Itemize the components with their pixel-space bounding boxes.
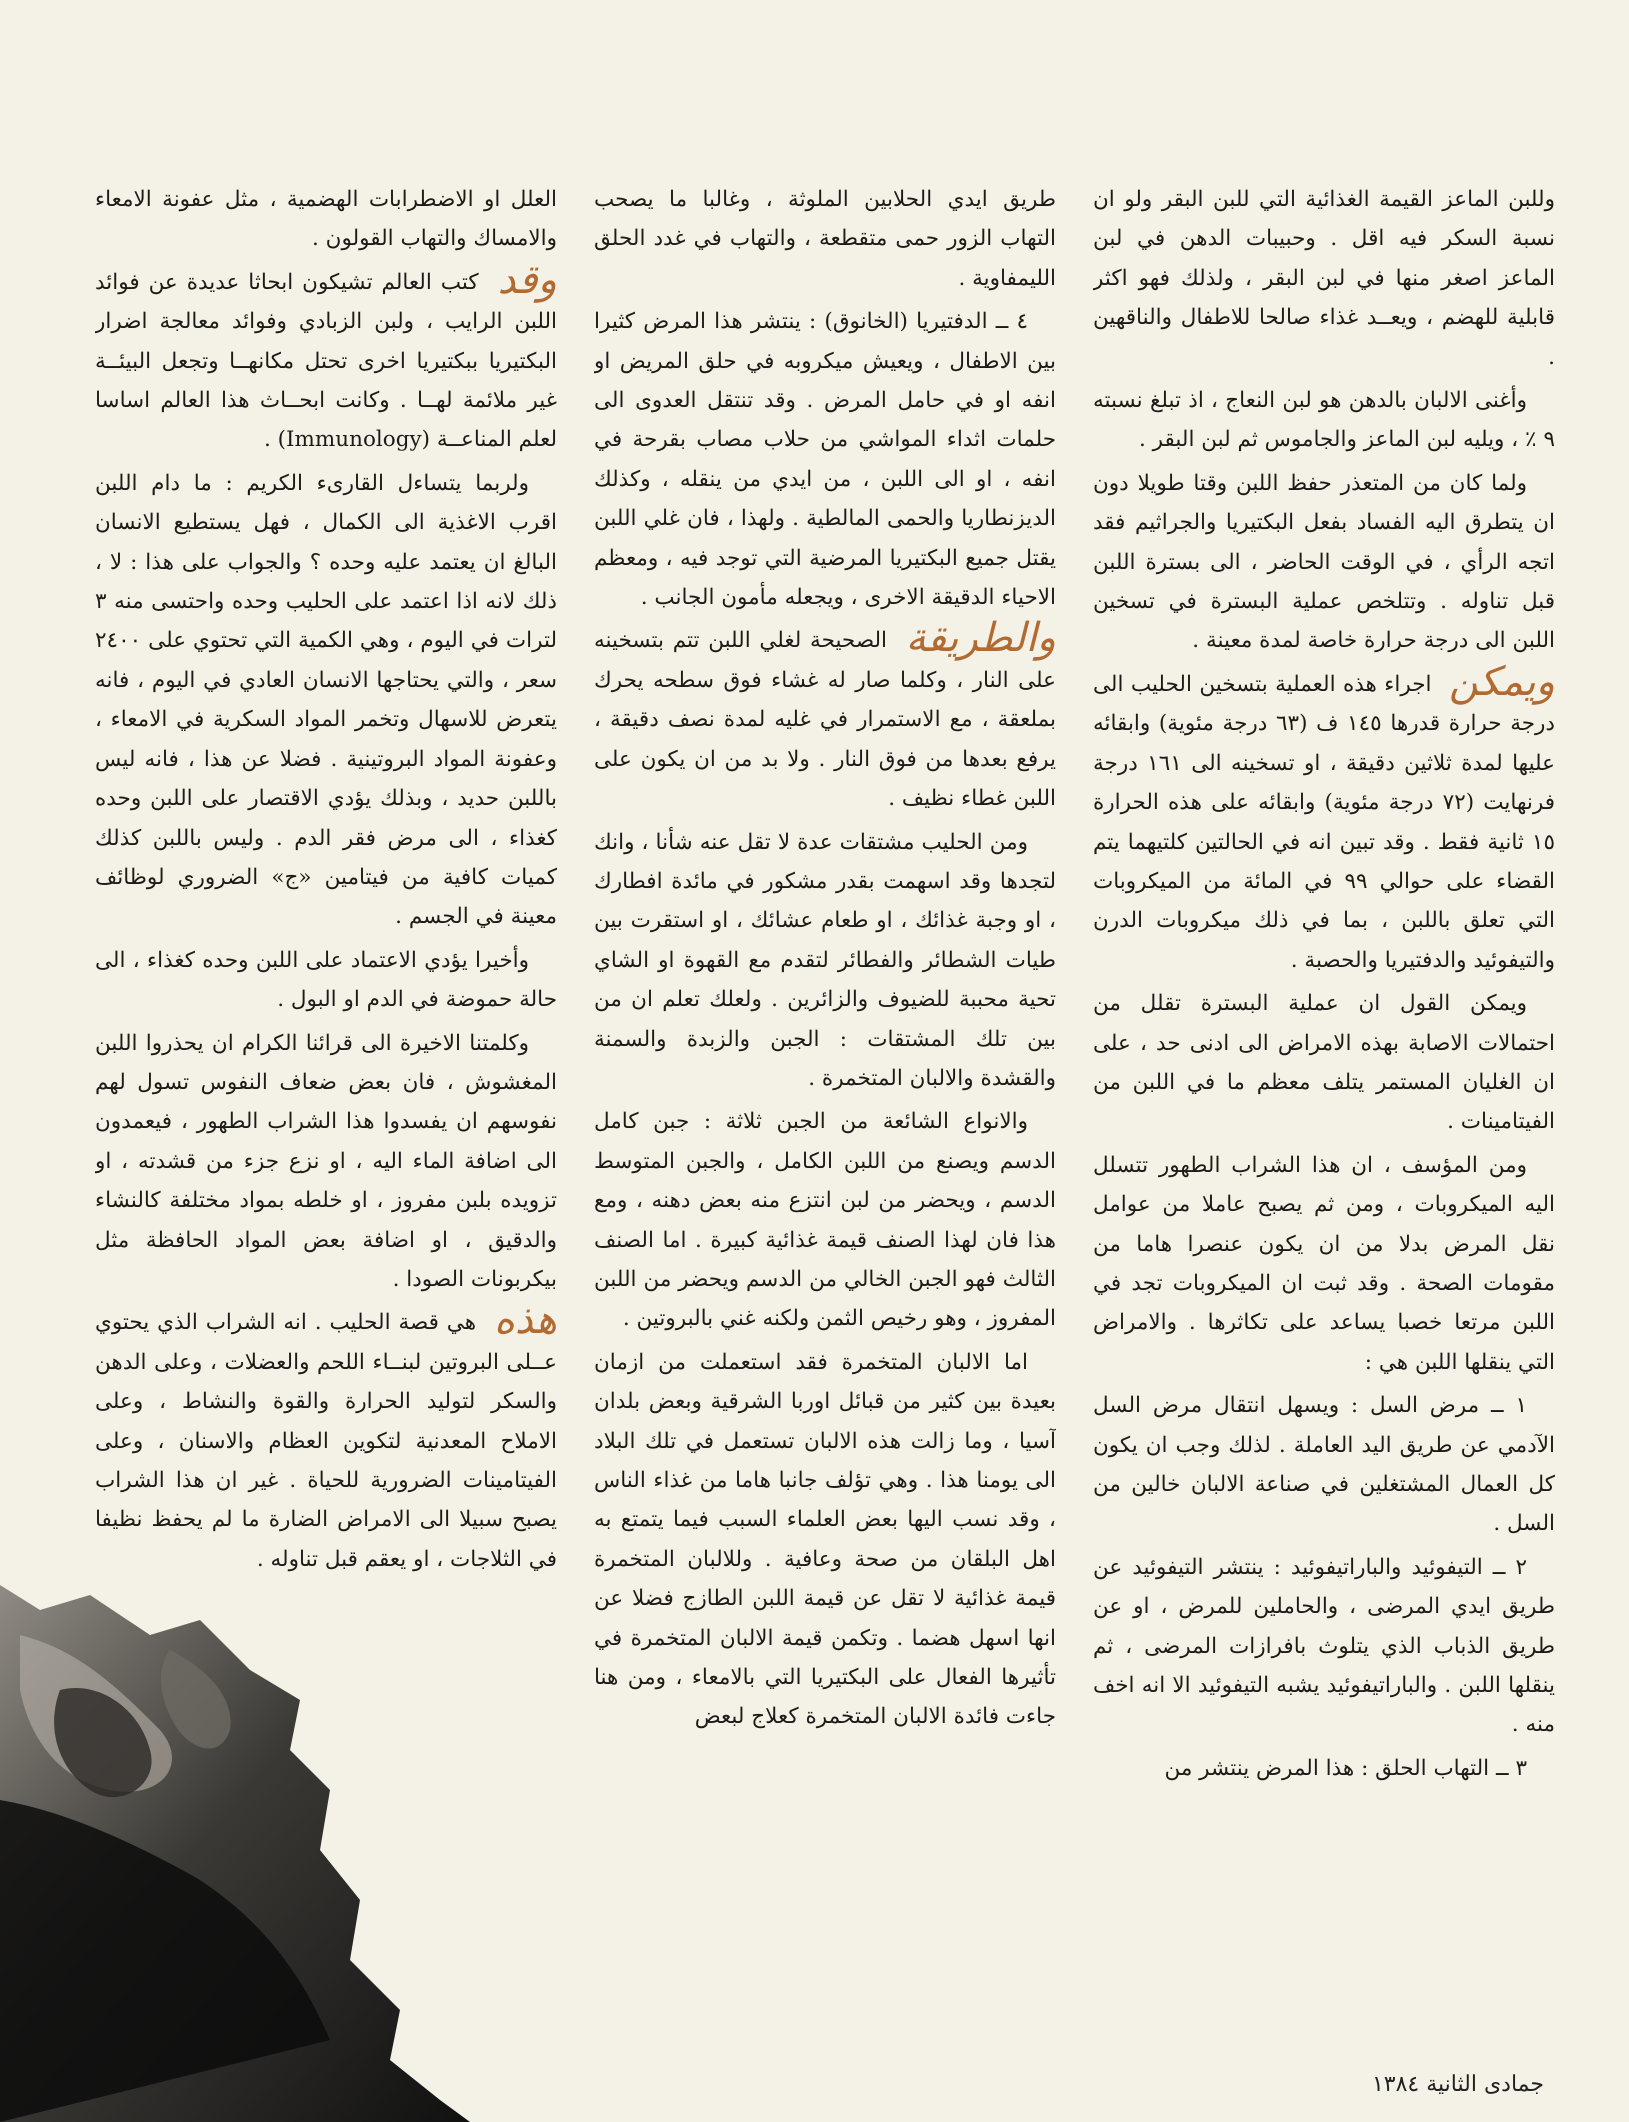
paragraph — [1093, 1548, 1555, 1745]
middle-column — [594, 180, 1056, 1960]
paragraph — [594, 1102, 1056, 1338]
paragraph-text: هي قصة الحليب . انه الشراب الذي يحتوي عــلى البروتين لبنــاء اللحم والعضلات ، وعلى الدهن والسكر لتوليد الحرارة والقوة والنشاط ، وعلى الاملاح المعدنية لتكوين العظام والاسنان ، وعلى الفيتامينات الضرورية للحياة . غير ان هذا الشراب يصبح سبيلا الى الامراض الضارة ما لم يحفظ نظيفا في الثلاجات ، او يعقم قبل تناوله . — [95, 1310, 557, 1572]
paragraph — [1093, 1749, 1555, 1788]
paragraph-text: ولربما يتساءل القارىء الكريم : ما دام اللبن اقرب الاغذية الى الكمال ، فهل يستطيع الانسان البالغ ان يعتمد عليه وحده ؟ والجواب على هذا : لا ، ذلك لانه اذا اعتمد على الحليب وحده واحتسى منه ٣ لترات في اليوم ، وهي الكمية التي تحتوي على ٢٤٠٠ سعر ، والتي يحتاجها الانسان العادي في اليوم ، فانه يتعرض للاسهال وتخمر المواد السكرية في الامعاء ، وعفونة المواد البروتينية . فضلا عن هذا ، فانه ليس باللبن حديد ، وبذلك يؤدي الاقتصار على اللبن وحده كغذاء ، الى مرض فقر الدم . وليس باللبن كذلك كميات كافية من فيتامين «ج» الضروري لوظائف معينة في الجسم . — [95, 470, 557, 930]
right-column — [1093, 180, 1555, 1960]
paragraph-text: وللبن الماعز القيمة الغذائية التي للبن البقر ولو ان نسبة السكر فيه اقل . وحبيبات الدهن في لبن الماعز اصغر منها في لبن البقر ، ولذلك فهو اكثر قابلية للهضم ، ويعــد غذاء صالحا للاطفال والناقهين . — [1093, 187, 1555, 370]
paragraph-text: والانواع الشائعة من الجبن ثلاثة : جبن كامل الدسم ويصنع من اللبن الكامل ، والجبن المتوسط الدسم ، ويحضر من لبن انتزع منه بعض دهنه ، ومع هذا فان لهذا الصنف قيمة غذائية كبيرة . اما الصنف الثالث فهو الجبن الخالي من الدسم ويحضر من اللبن المفروز ، وهو رخيص الثمن ولكنه غني بالبروتين . — [594, 1109, 1056, 1332]
paragraph-text: ولما كان من المتعذر حفظ اللبن وقتا طويلا دون ان يتطرق اليه الفساد بفعل البكتيريا والجراثيم فقد اتجه الرأي ، في الوقت الحاضر ، الى بسترة اللبن قبل تناوله . وتتلخص عملية البسترة في تسخين اللبن الى درجة حرارة خاصة لمدة معينة . — [1093, 470, 1555, 654]
paragraph — [95, 1297, 557, 1579]
paragraph-text: الصحيحة لغلي اللبن تتم بتسخينه على النار ، وكلما صار له غشاء فوق سطحه يحرك بملعقة ، مع الاستمرار في غليه لمدة نصف دقيقة ، يرفع بعدها من فوق النار . ولا بد من ان يكون على اللبن غطاء نظيف . — [594, 628, 1056, 812]
paragraph — [95, 180, 557, 259]
paragraph-text: ٤ ــ الدفتيريا (الخانوق) : ينتشر هذا المرض كثيرا بين الاطفال ، ويعيش ميكروبه في حلق المريض او انفه او في حامل المرض . وقد تنتقل العدوى الى حلمات اثداء المواشي من حلاب مصاب بقرحة في انفه ، او الى اللبن ، من ايدي من ينقله ، وكذلك الديزنطاريا والحمى المالطية . ولهذا ، فان غلي اللبن يقتل جميع البكتيريا المرضية التي توجد فيه ، ومعظم الاحياء الدقيقة الاخرى ، ويجعله مأمون الجانب . — [594, 309, 1056, 611]
paragraph — [1093, 658, 1555, 980]
torn-photograph-fragment-icon — [0, 1540, 470, 2122]
paragraph-text: اجراء هذه العملية بتسخين الحليب الى درجة حرارة قدرها ١٤٥ ف (٦٣ درجة مئوية) وابقائه عليها لمدة ثلاثين دقيقة ، او تسخينه الى ١٦١ درجة فرنهايت (٧٢ درجة مئوية) وابقائه على هذه الحرارة ١٥ ثانية فقط . وقد تبين انه في الحالتين كلتيهما يتم القضاء على حوالي ٩٩ في المائة من الميكروبات التي تعلق باللبن ، بما في ذلك ميكروبات الدرن والتيفوئيد والدفتيريا والحصبة . — [1093, 671, 1555, 973]
paragraph — [594, 180, 1056, 298]
lead-word: هذه — [493, 1297, 557, 1344]
paragraph — [1093, 464, 1555, 661]
paragraph — [1093, 381, 1555, 460]
paragraph — [594, 302, 1056, 617]
paragraph — [594, 615, 1056, 818]
paragraph — [1093, 984, 1555, 1142]
paragraph — [1093, 1386, 1555, 1544]
paragraph-text: طريق ايدي الحلابين الملوثة ، وغالبا ما يصحب التهاب الزور حمى متقطعة ، والتهاب في غدد الحلق الليمفاوية . — [594, 187, 1056, 291]
paragraph-text: اما الالبان المتخمرة فقد استعملت من ازمان بعيدة بين كثير من قبائل اوربا الشرقية وبعض بلدان آسيا ، وما زالت هذه الالبان تستعمل في تلك البلاد الى يومنا هذا . وهي تؤلف جانبا هاما من غذاء الناس ، وقد نسب اليها بعض العلماء السبب فيما يتمتع به اهل البلقان من صحة وعافية . وللالبان المتخمرة قيمة غذائية لا تقل عن قيمة اللبن الطازج فضلا عن انها اسهل هضما . وتكمن قيمة الالبان المتخمرة في تأثيرها الفعال على البكتيريا التي بالامعاء ، ومن هنا جاءت فائدة الالبان المتخمرة كعلاج لبعض — [594, 1349, 1056, 1730]
page-footer-date: جمادى الثانية ١٣٨٤ — [1371, 2072, 1544, 2097]
paragraph — [95, 256, 557, 460]
paragraph-text: العلل او الاضطرابات الهضمية ، مثل عفونة الامعاء والامساك والتهاب القولون . — [95, 187, 557, 252]
paragraph-text: وأخيرا يؤدي الاعتماد على اللبن وحده كغذاء ، الى حالة حموضة في الدم او البول . — [95, 947, 557, 1013]
paragraph-text: ومن الحليب مشتقات عدة لا تقل عنه شأنا ، وانك لتجدها وقد اسهمت بقدر مشكور في مائدة افطارك ، او وجبة غذائك ، او طعام عشائك ، او استقرت بين طيات الشطائر والفطائر لتقدم مع القهوة او الشاي تحية محببة للضيوف والزائرين . ولعلك تعلم ان من بين تلك المشتقات : الجبن والزبدة والسمنة والقشدة والالبان المتخمرة . — [594, 829, 1056, 1091]
lead-word: ويمكن — [1448, 658, 1555, 705]
lead-word: والطريقة — [905, 615, 1056, 662]
paragraph-text: كتب العالم تشيكون ابحاثا عديدة عن فوائد اللبن الرايب ، ولبن الزبادي وفوائد معالجة اضرار البكتيريا ببكتيريا اخرى تحتل مكانهــا وتجعل البيئــة غير ملائمة لهــا . وكانت ابحــاث هذا العالم اساسا لعلم المناعــة (Immunology) . — [95, 269, 557, 453]
paragraph-text: ومن المؤسف ، ان هذا الشراب الطهور تتسلل اليه الميكروبات ، ومن ثم يصبح عاملا من عوامل نقل المرض بدلا من ان يكون عنصرا هاما من مقومات الصحة . وقد ثبت ان الميكروبات تجد في اللبن مرتعا خصبا يساعد على تكاثرها . والامراض التي ينقلها اللبن هي : — [1093, 1152, 1555, 1375]
paragraph — [594, 823, 1056, 1099]
paragraph — [95, 1024, 557, 1300]
paragraph — [594, 1343, 1056, 1737]
paragraph — [1093, 1146, 1555, 1382]
paragraph-text: ويمكن القول ان عملية البسترة تقلل من احتمالات الاصابة بهذه الامراض الى ادنى حد ، على ان الغليان المستمر يتلف معظم ما في اللبن من الفيتامينات . — [1093, 991, 1555, 1135]
paragraph-text: وأغنى الالبان بالدهن هو لبن النعاج ، اذ تبلغ نسبته ٩ ٪ ، ويليه لبن الماعز والجاموس ثم لبن البقر . — [1093, 388, 1555, 453]
paragraph — [95, 941, 557, 1020]
paragraph-text: وكلمتنا الاخيرة الى قرائنا الكرام ان يحذروا اللبن المغشوش ، فان بعض ضعاف النفوس تسول لهم نفوسهم ان يفسدوا هذا الشراب الطهور ، فيعمدون الى اضافة الماء اليه ، او نزع جزء من قشدته ، او تزويده بلبن مفروز ، او خلطه بمواد مختلفة كالنشاء والدقيق ، او اضافة بعض المواد الحافظة مثل بيكربونات الصودا . — [95, 1030, 557, 1292]
paragraph — [1093, 180, 1555, 377]
paragraph-text: ٣ ــ التهاب الحلق : هذا المرض ينتشر من — [1164, 1755, 1527, 1781]
lead-word: وقد — [497, 256, 557, 303]
paragraph-text: ١ ــ مرض السل : ويسهل انتقال مرض السل الآدمي عن طريق اليد العاملة . لذلك وجب ان يكون كل العمال المشتغلين في صناعة الالبان خالين من السل . — [1093, 1393, 1555, 1537]
paragraph — [95, 464, 557, 937]
paragraph-text: ٢ ــ التيفوئيد والباراتيفوئيد : ينتشر التيفوئيد عن طريق ايدي المرضى ، والحاملين للمرض ، او عن طريق الذباب الذي يتلوث بافرازات المرضى ، ثم ينقلها اللبن . والباراتيفوئيد يشبه التيفوئيد الا انه اخف منه . — [1093, 1554, 1555, 1738]
